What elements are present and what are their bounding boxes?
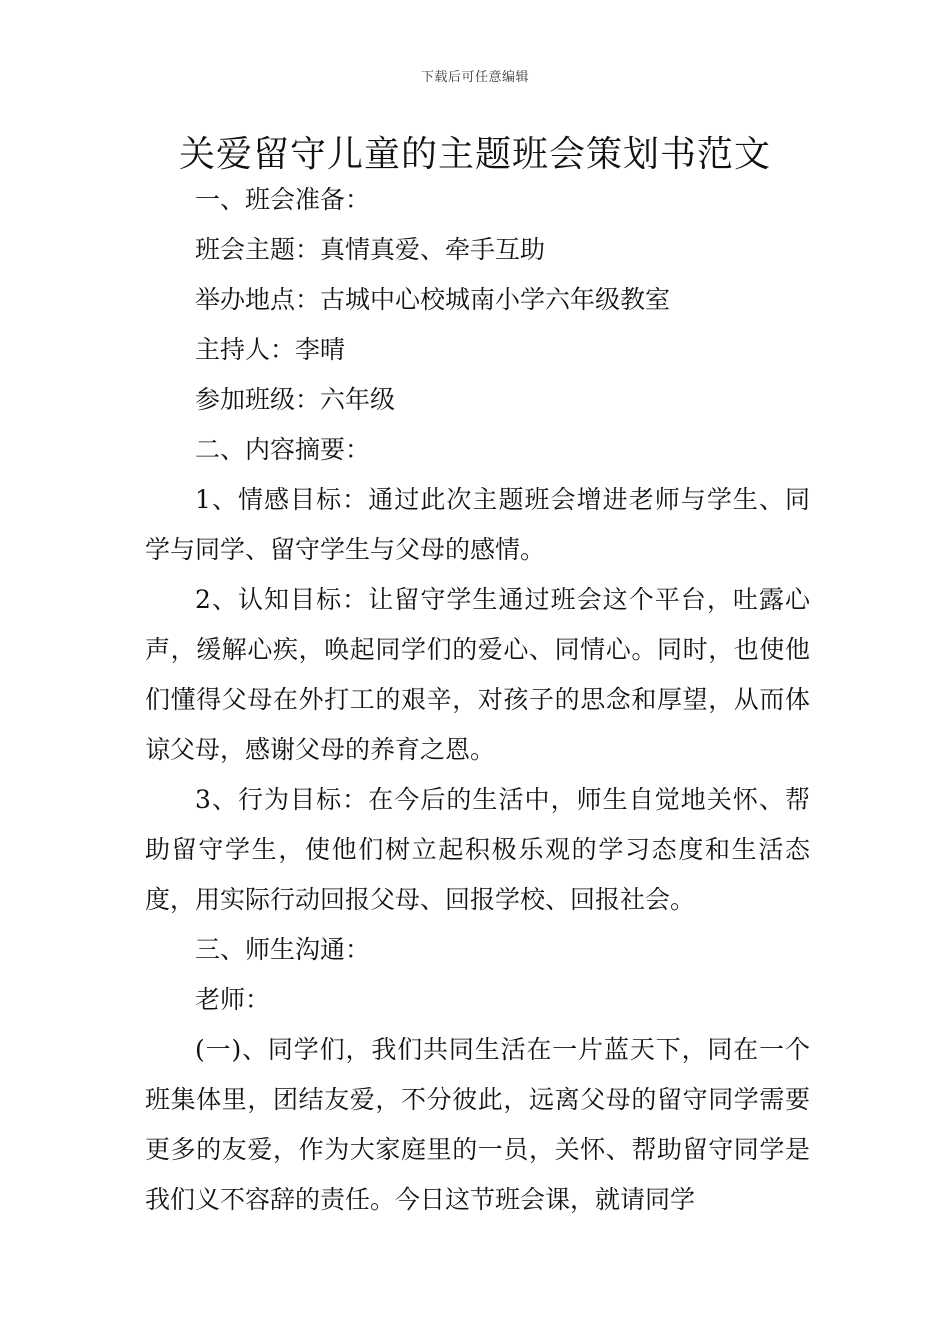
meeting-location: 举办地点：古城中心校城南小学六年级教室 <box>195 285 671 314</box>
document-body <box>145 175 810 1225</box>
teacher-label: 老师： <box>195 985 271 1014</box>
emotional-goal-paragraph: 1、情感目标：通过此次主题班会增进老师与学生、同学与同学、留守学生与父母的感情。 <box>145 485 810 564</box>
section-heading-communication: 三、师生沟通： <box>195 935 371 964</box>
participating-class: 参加班级：六年级 <box>195 385 396 414</box>
header-note: 下载后可任意编辑 <box>420 70 529 85</box>
meeting-theme: 班会主题：真情真爱、牵手互助 <box>195 235 546 264</box>
teacher-speech-paragraph: (一)、同学们，我们共同生活在一片蓝天下，同在一个班集体里，团结友爱，不分彼此，远离父母的留守同学需要更多的友爱，作为大家庭里的一员，关怀、帮助留守同学是我们义不容辞的责任。今日这节班会课，就请同学 <box>145 1035 810 1214</box>
section-heading-preparation: 一、班会准备： <box>195 185 371 214</box>
document-title: 关爱留守儿童的主题班会策划书范文 <box>178 134 771 175</box>
section-heading-summary: 二、内容摘要： <box>195 435 371 464</box>
behavior-goal-paragraph: 3、行为目标：在今后的生活中，师生自觉地关怀、帮助留守学生，使他们树立起积极乐观的学习态度和生活态度，用实际行动回报父母、回报学校、回报社会。 <box>145 785 810 914</box>
meeting-host: 主持人：李晴 <box>195 335 346 364</box>
cognitive-goal-paragraph: 2、认知目标：让留守学生通过班会这个平台，吐露心声，缓解心疾，唤起同学们的爱心、同情心。同时，也使他们懂得父母在外打工的艰辛，对孩子的思念和厚望，从而体谅父母，感谢父母的养育之恩。 <box>145 585 810 764</box>
